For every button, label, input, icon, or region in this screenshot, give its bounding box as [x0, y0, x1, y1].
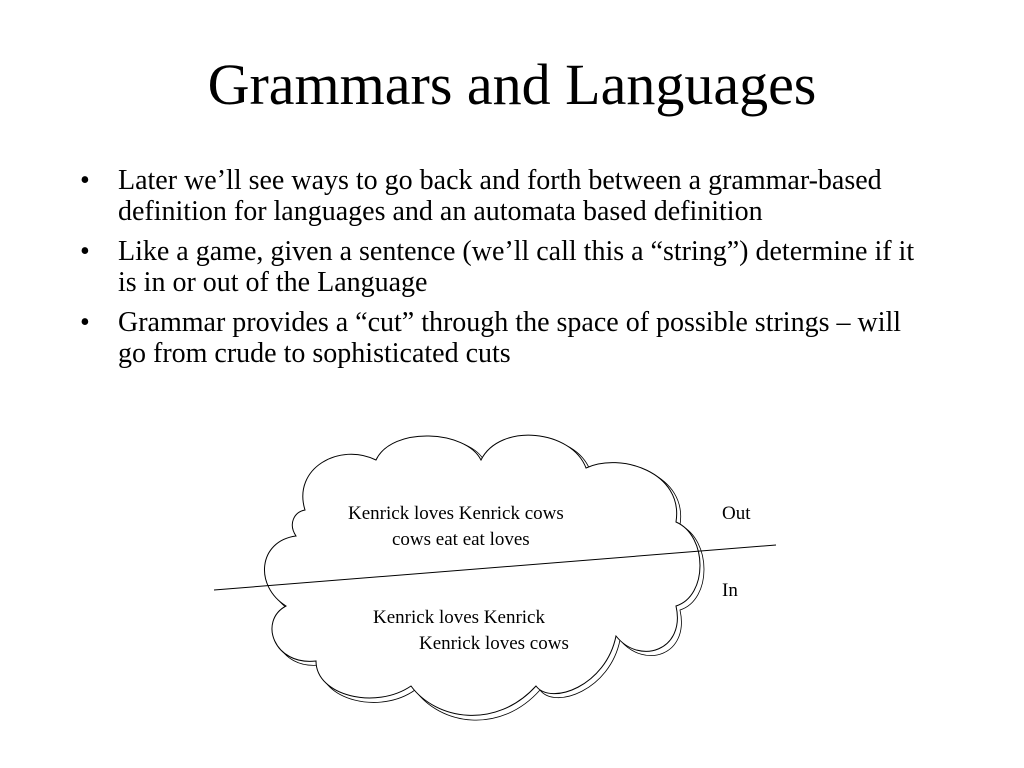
bullet-marker: • [80, 165, 90, 196]
bullet-marker: • [80, 307, 90, 338]
out-string-2: cows eat eat loves [392, 529, 530, 550]
bullet-marker: • [80, 236, 90, 267]
slide-title: Grammars and Languages [207, 52, 817, 117]
in-label: In [722, 580, 738, 601]
bullet-text: Later we’ll see ways to go back and forth between a grammar-based definition for languages and an automata based definition [118, 165, 882, 227]
bullet-text: Like a game, given a sentence (we’ll call this a “string”) determine if it is in or out of the Language [118, 236, 915, 298]
bullet-text: Grammar provides a “cut” through the space of possible strings – will go from crude to sophisticated cuts [118, 307, 902, 369]
cloud-outline [264, 435, 700, 715]
out-string-1: Kenrick loves Kenrick cows [348, 503, 564, 524]
out-label: Out [722, 503, 751, 524]
in-string-2: Kenrick loves cows [419, 633, 569, 654]
in-string-1: Kenrick loves Kenrick [373, 607, 545, 628]
